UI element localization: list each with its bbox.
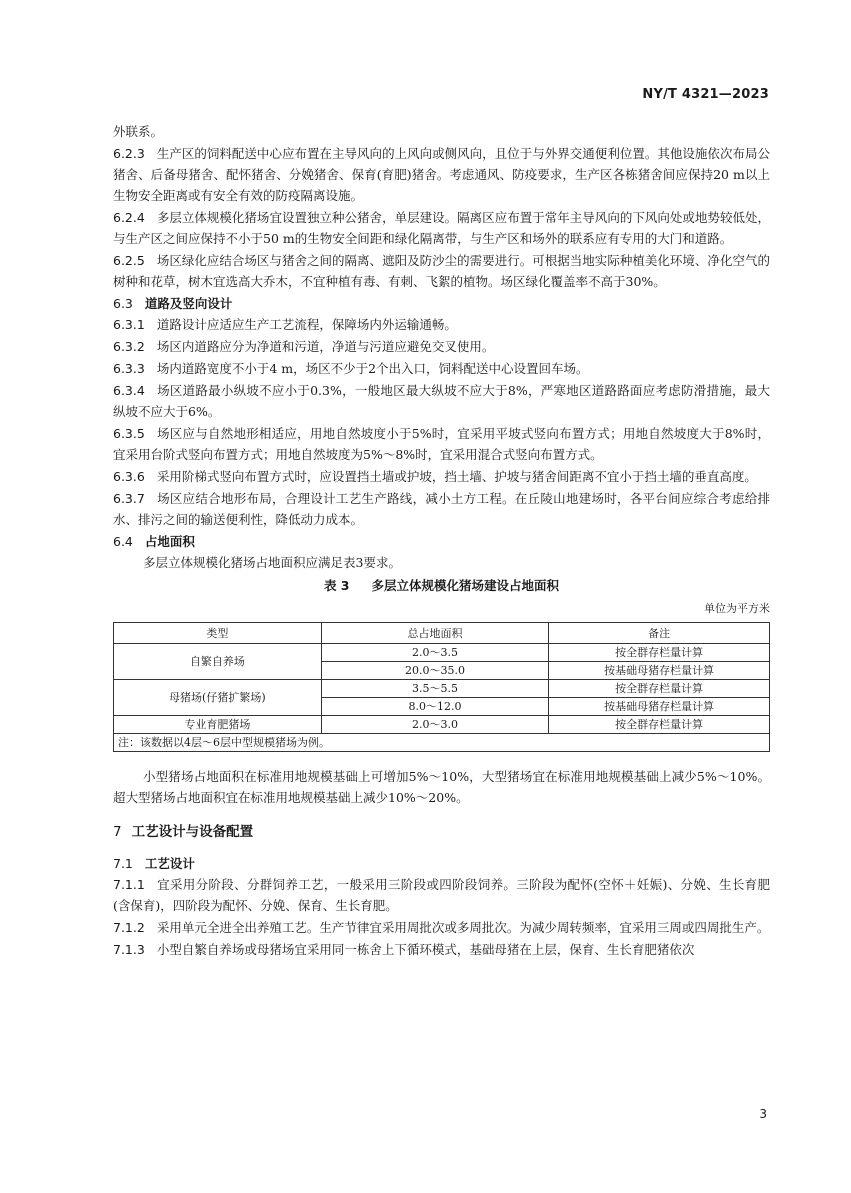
page-number: 3 <box>759 1107 767 1121</box>
table-unit: 单位为平方米 <box>704 602 770 615</box>
clause-6-3-1 <box>113 314 770 335</box>
area-cell: 20.0～35.0 <box>321 662 549 680</box>
table-row <box>114 680 770 698</box>
clause-7-1-1 <box>113 874 770 916</box>
table-header-row <box>114 623 770 644</box>
section-number: 6.3 <box>113 296 133 311</box>
type-cell: 自繁自养场 <box>114 644 322 680</box>
clause-text: 场区内道路应分为净道和污道，净道与污道应避免交叉使用。 <box>156 339 495 354</box>
clause-number: 6.3.3 <box>113 361 145 376</box>
paragraph-6-4: 多层立体规模化猪场占地面积应满足表3要求。 <box>143 555 401 570</box>
section-title: 占地面积 <box>144 534 195 549</box>
clause-6-3-5 <box>113 423 770 465</box>
area-cell: 3.5～5.5 <box>321 680 549 698</box>
table-caption <box>113 575 770 596</box>
clause-number: 6.3.1 <box>113 317 145 332</box>
area-cell: 2.0～3.5 <box>321 644 549 662</box>
type-cell: 专业育肥猪场 <box>114 716 322 734</box>
table-footnote: 注：该数据以4层～6层中型规模猪场为例。 <box>114 734 770 752</box>
note-cell: 按全群存栏量计算 <box>549 644 770 662</box>
land-area-table <box>113 622 770 752</box>
clause-number: 7.1.2 <box>113 920 145 935</box>
note-cell: 按全群存栏量计算 <box>549 680 770 698</box>
section-heading-6-3 <box>113 293 770 314</box>
clause-7-1-2 <box>113 917 770 938</box>
note-cell: 按基础母猪存栏量计算 <box>549 698 770 716</box>
section-title: 工艺设计 <box>144 856 195 871</box>
clause-6-3-4 <box>113 380 770 422</box>
clause-text: 小型自繁自养场或母猪场宜采用同一栋舍上下循环模式，基础母猪在上层，保育、生长育肥猪依次 <box>156 942 695 957</box>
clause-text: 道路设计应适应生产工艺流程，保障场内外运输通畅。 <box>156 317 457 332</box>
section-title: 道路及竖向设计 <box>144 296 233 311</box>
clause-6-3-3 <box>113 358 770 379</box>
paragraph-continuation: 外联系。 <box>113 124 164 139</box>
section-heading-6-4 <box>113 531 770 552</box>
document-body <box>113 121 770 961</box>
area-cell: 2.0～3.0 <box>321 716 549 734</box>
clause-text: 采用阶梯式竖向布置方式时，应设置挡土墙或护坡，挡土墙、护坡与猪舍间距离不宜小于挡土墙的垂直高度。 <box>156 469 757 484</box>
clause-7-1-3 <box>113 939 770 960</box>
clause-number: 6.2.4 <box>113 210 145 225</box>
clause-text: 场区应与自然地形相适应，用地自然坡度小于5%时，宜采用平坡式竖向布置方式；用地自然坡度大于8%时，宜采用台阶式竖向布置方式；用地自然坡度为5%～8%时，宜采用混合式竖向布置方式。 <box>113 426 770 462</box>
standard-code: NY/T 4321—2023 <box>642 87 769 102</box>
clause-6-2-4 <box>113 207 770 249</box>
paragraph-area-adjustment: 小型猪场占地面积在标准用地规模基础上可增加5%～10%，大型猪场宜在标准用地规模基础上减少5%～10%。超大型猪场占地面积宜在标准用地规模基础上减少10%～20%。 <box>113 769 770 805</box>
section-heading-7-1 <box>113 853 770 874</box>
clause-number: 6.3.6 <box>113 469 145 484</box>
clause-text: 场区应结合地形布局，合理设计工艺生产路线，减小土方工程。在丘陵山地建场时，各平台间应综合考虑给排水、排污之间的输送便利性，降低动力成本。 <box>113 491 770 527</box>
clause-number: 6.2.3 <box>113 146 145 161</box>
table-title: 多层立体规模化猪场建设占地面积 <box>371 578 560 593</box>
clause-text: 宜采用分阶段、分群饲养工艺，一般采用三阶段或四阶段饲养。三阶段为配怀(空怀＋妊娠)、分娩、生长育肥(含保育)，四阶段为配怀、分娩、保育、生长育肥。 <box>113 877 770 913</box>
table-number: 表 3 <box>323 578 350 593</box>
clause-number: 6.3.4 <box>113 383 145 398</box>
chapter-heading-7 <box>113 822 770 843</box>
clause-text: 场区绿化应结合场区与猪舍之间的隔离、遮阳及防沙尘的需要进行。可根据当地实际种植美化环境、净化空气的树种和花草，树木宜选高大乔木，不宜种植有毒、有刺、飞絮的植物。场区绿化覆盖率不高于30%。 <box>113 253 770 289</box>
clause-number: 7.1.1 <box>113 877 145 892</box>
clause-number: 6.2.5 <box>113 253 145 268</box>
header-type: 类型 <box>114 623 322 644</box>
clause-6-3-2 <box>113 336 770 357</box>
clause-number: 6.3.2 <box>113 339 145 354</box>
section-number: 6.4 <box>113 534 133 549</box>
clause-6-3-7 <box>113 488 770 530</box>
section-number: 7.1 <box>113 856 133 871</box>
clause-text: 生产区的饲料配送中心应布置在主导风向的上风向或侧风向，且位于与外界交通便利位置。其他设施依次布局公猪舍、后备母猪舍、配怀猪舍、分娩猪舍、保育(育肥)猪舍。考虑通风、防疫要求，生产区各栋猪舍间应保持20 m以上生物安全距离或有安全有效的防疫隔离设施。 <box>113 146 770 203</box>
table-row <box>114 644 770 662</box>
clause-number: 6.3.5 <box>113 426 145 441</box>
clause-number: 7.1.3 <box>113 942 145 957</box>
table-footnote-row <box>114 734 770 752</box>
clause-6-2-5 <box>113 250 770 292</box>
area-cell: 8.0～12.0 <box>321 698 549 716</box>
table-row <box>114 716 770 734</box>
chapter-title: 工艺设计与设备配置 <box>131 824 254 840</box>
clause-text: 场区道路最小纵坡不应小于0.3%，一般地区最大纵坡不应大于8%，严寒地区道路路面应考虑防滑措施，最大纵坡不应大于6%。 <box>113 383 770 419</box>
clause-6-3-6 <box>113 466 770 487</box>
note-cell: 按基础母猪存栏量计算 <box>549 662 770 680</box>
header-area: 总占地面积 <box>321 623 549 644</box>
chapter-number: 7 <box>113 824 122 840</box>
clause-6-2-3 <box>113 143 770 206</box>
type-cell: 母猪场(仔猪扩繁场) <box>114 680 322 716</box>
note-cell: 按全群存栏量计算 <box>549 716 770 734</box>
header-note: 备注 <box>549 623 770 644</box>
clause-text: 多层立体规模化猪场宜设置独立种公猪舍，单层建设。隔离区应布置于常年主导风向的下风向处或地势较低处，与生产区之间应保持不小于50 m的生物安全间距和绿化隔离带，与生产区和场外的联系应有专用的大门和道路。 <box>113 210 770 246</box>
clause-number: 6.3.7 <box>113 491 145 506</box>
clause-text: 采用单元全进全出养殖工艺。生产节律宜采用周批次或多周批次。为减少周转频率，宜采用三周或四周批生产。 <box>156 920 770 935</box>
clause-text: 场内道路宽度不小于4 m，场区不少于2个出入口，饲料配送中心设置回车场。 <box>156 361 589 376</box>
